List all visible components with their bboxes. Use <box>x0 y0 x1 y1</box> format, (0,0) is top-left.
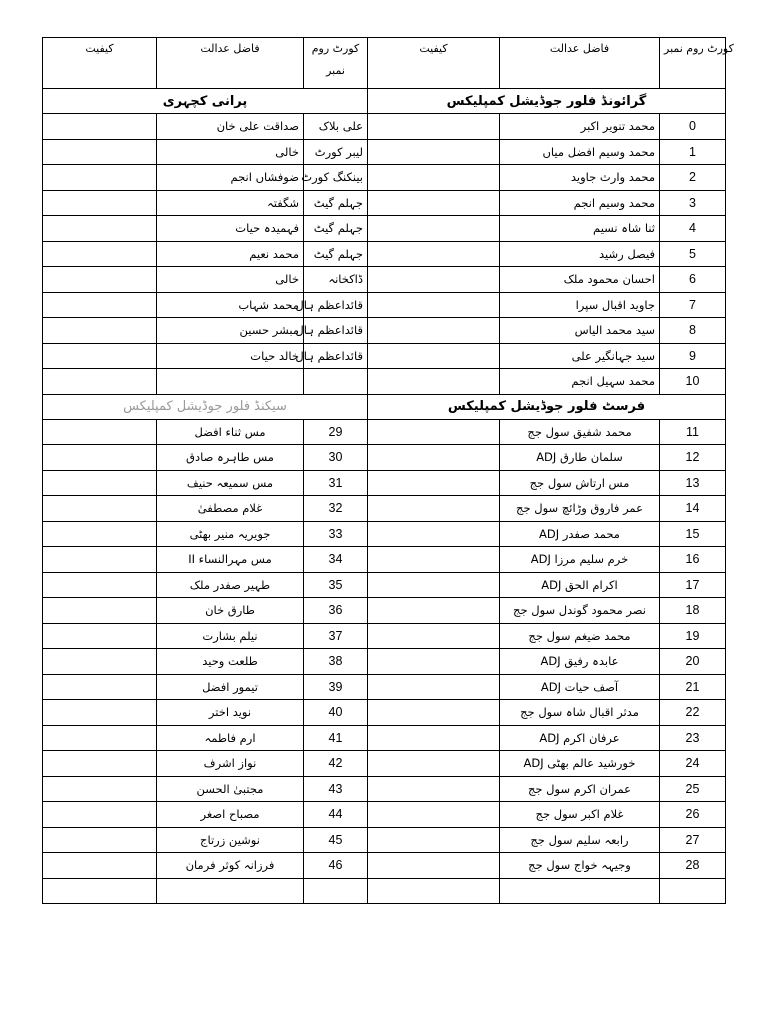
judge-cell: جاوید اقبال سپرا <box>500 292 660 318</box>
room-number-cell-second: 31 <box>304 470 368 496</box>
judge-cell-second: فرزانہ کوثر فرمان <box>157 853 304 879</box>
remarks-cell <box>368 649 500 675</box>
court-room-table <box>42 37 734 904</box>
judge-cell-second: طہیر صفدر ملک <box>157 572 304 598</box>
remarks-cell <box>43 751 157 777</box>
room-number-cell: 3 <box>660 190 726 216</box>
remarks-cell <box>368 190 500 216</box>
room-number-cell-second: 34 <box>304 547 368 573</box>
room-number-cell: 12 <box>660 445 726 471</box>
remarks-cell <box>43 853 157 879</box>
room-number-cell-second: 39 <box>304 674 368 700</box>
judge-cell: عمران اکرم سول جج <box>500 776 660 802</box>
old-location-cell: ڈاکخانہ <box>304 267 368 293</box>
old-judge-cell: شگفتہ <box>157 190 304 216</box>
room-number-cell: 6 <box>660 267 726 293</box>
table-row <box>43 700 726 726</box>
judge-cell: سید جہانگیر علی <box>500 343 660 369</box>
table-row <box>43 139 726 165</box>
judge-cell: محمد شفیق سول جج <box>500 419 660 445</box>
remarks-cell <box>368 470 500 496</box>
room-number-cell-second: 32 <box>304 496 368 522</box>
table-row <box>43 521 726 547</box>
room-number-cell-second: 33 <box>304 521 368 547</box>
remarks-cell <box>43 700 157 726</box>
remarks-cell <box>368 674 500 700</box>
remarks-cell <box>368 827 500 853</box>
old-judge-cell: ضوفشاں انجم <box>157 165 304 191</box>
old-judge-cell: خالد حیات <box>157 343 304 369</box>
room-number-cell: 21 <box>660 674 726 700</box>
room-number-cell: 4 <box>660 216 726 242</box>
remarks-cell <box>43 165 157 191</box>
judge-cell: مس ارتاش سول جج <box>500 470 660 496</box>
remarks-cell <box>43 572 157 598</box>
room-number-cell: 16 <box>660 547 726 573</box>
room-number-cell: 22 <box>660 700 726 726</box>
remarks-cell <box>43 445 157 471</box>
judge-cell: وجیہہ خواج سول جج <box>500 853 660 879</box>
remarks-cell <box>43 216 157 242</box>
room-number-cell: 26 <box>660 802 726 828</box>
table-row-empty <box>43 878 726 904</box>
room-number-cell-second: 29 <box>304 419 368 445</box>
judge-cell-second: مس سمیعہ حنیف <box>157 470 304 496</box>
room-number-cell-second: 43 <box>304 776 368 802</box>
remarks-cell <box>368 318 500 344</box>
judge-cell-second: غلام مصطفیٰ <box>157 496 304 522</box>
judge-cell-second: مس ثناء افضل <box>157 419 304 445</box>
header-room-right: کورٹ روم نمبر <box>660 38 726 89</box>
table-row <box>43 674 726 700</box>
remarks-cell <box>368 572 500 598</box>
section-old-kachehri: پرانی کچہری <box>43 89 368 114</box>
judge-cell: عمر فاروق وڑائچ سول جج <box>500 496 660 522</box>
remarks-cell <box>368 496 500 522</box>
room-number-cell-second: 37 <box>304 623 368 649</box>
table-row <box>43 216 726 242</box>
judge-cell-second: جویریہ منیر بھٹی <box>157 521 304 547</box>
section-ground-floor: گرائونڈ فلور جوڈیشل کمپلیکس <box>368 89 726 114</box>
judge-cell: محمد وارث جاوید <box>500 165 660 191</box>
old-judge-cell: صداقت علی خان <box>157 114 304 140</box>
remarks-cell <box>368 139 500 165</box>
old-location-cell: جہلم گیٹ <box>304 216 368 242</box>
remarks-cell <box>43 419 157 445</box>
old-location-cell: بینکنگ کورٹ <box>304 165 368 191</box>
room-number-cell: 8 <box>660 318 726 344</box>
old-judge-cell: خالی <box>157 139 304 165</box>
table-row <box>43 853 726 879</box>
section-first-floor: فرسٹ فلور جوڈیشل کمپلیکس <box>368 394 726 419</box>
table-row <box>43 547 726 573</box>
old-location-cell: جہلم گیٹ <box>304 190 368 216</box>
remarks-cell <box>368 725 500 751</box>
table-row <box>43 751 726 777</box>
empty-cell <box>660 878 726 904</box>
table-row <box>43 445 726 471</box>
room-number-cell: 28 <box>660 853 726 879</box>
remarks-cell <box>368 343 500 369</box>
table-row <box>43 318 726 344</box>
table-row <box>43 598 726 624</box>
remarks-cell <box>43 318 157 344</box>
table-row <box>43 827 726 853</box>
remarks-cell <box>43 827 157 853</box>
header-room-left: کورٹ روم نمبر <box>304 38 368 89</box>
remarks-cell <box>368 165 500 191</box>
old-location-cell: قائداعظم ہال <box>304 343 368 369</box>
judge-cell: رابعہ سلیم سول جج <box>500 827 660 853</box>
section-row-ground <box>43 89 726 114</box>
judge-cell-second: مجتبیٰ الحسن <box>157 776 304 802</box>
judge-cell: نصر محمود گوندل سول جج <box>500 598 660 624</box>
remarks-cell <box>43 598 157 624</box>
judge-cell: محمد تنویر اکبر <box>500 114 660 140</box>
remarks-cell <box>43 292 157 318</box>
judge-cell: محمد وسیم افضل میاں <box>500 139 660 165</box>
room-number-cell-second: 30 <box>304 445 368 471</box>
room-number-cell: 1 <box>660 139 726 165</box>
remarks-cell <box>43 496 157 522</box>
remarks-cell <box>43 649 157 675</box>
old-location-cell: جہلم گیٹ <box>304 241 368 267</box>
judge-cell-second: نوید اختر <box>157 700 304 726</box>
old-location-cell: قائداعظم ہال <box>304 292 368 318</box>
room-number-cell: 25 <box>660 776 726 802</box>
room-number-cell: 23 <box>660 725 726 751</box>
judge-cell-second: مس طاہرہ صادق <box>157 445 304 471</box>
room-number-cell: 14 <box>660 496 726 522</box>
judge-cell: سلمان طارق ADJ <box>500 445 660 471</box>
table-row <box>43 776 726 802</box>
remarks-cell <box>368 751 500 777</box>
remarks-cell <box>43 776 157 802</box>
judge-cell-second: طلعت وحید <box>157 649 304 675</box>
judge-cell: ثنا شاہ نسیم <box>500 216 660 242</box>
judge-cell: محمد صفدر ADJ <box>500 521 660 547</box>
room-number-cell: 0 <box>660 114 726 140</box>
judge-cell: سید محمد الیاس <box>500 318 660 344</box>
header-judge-right: فاضل عدالت <box>500 38 660 89</box>
room-number-cell-second: 44 <box>304 802 368 828</box>
header-remarks-left: کیفیت <box>43 38 157 89</box>
remarks-cell <box>43 725 157 751</box>
room-number-cell: 5 <box>660 241 726 267</box>
section-second-floor: سیکنڈ فلور جوڈیشل کمپلیکس <box>43 394 368 419</box>
room-number-cell-second: 45 <box>304 827 368 853</box>
remarks-cell <box>368 547 500 573</box>
room-number-cell-second: 42 <box>304 751 368 777</box>
room-number-cell-second: 40 <box>304 700 368 726</box>
judge-cell: عابدہ رفیق ADJ <box>500 649 660 675</box>
table-row <box>43 190 726 216</box>
room-number-cell: 27 <box>660 827 726 853</box>
room-number-cell: 13 <box>660 470 726 496</box>
remarks-cell <box>368 445 500 471</box>
remarks-cell <box>43 470 157 496</box>
empty-cell <box>43 878 157 904</box>
table-row <box>43 241 726 267</box>
header-remarks-right: کیفیت <box>368 38 500 89</box>
room-number-cell-second: 46 <box>304 853 368 879</box>
judge-cell: مدثر اقبال شاہ سول جج <box>500 700 660 726</box>
judge-cell-second: مس مہرالنساء II <box>157 547 304 573</box>
judge-cell-second: نوشین زرتاج <box>157 827 304 853</box>
table-row <box>43 496 726 522</box>
remarks-cell <box>43 343 157 369</box>
table-row <box>43 267 726 293</box>
old-judge-cell: محمد نعیم <box>157 241 304 267</box>
remarks-cell <box>43 674 157 700</box>
judge-cell-second: مصباح اصغر <box>157 802 304 828</box>
old-location-cell: لیبر کورٹ <box>304 139 368 165</box>
remarks-cell <box>43 623 157 649</box>
remarks-cell <box>368 267 500 293</box>
room-number-cell-second: 35 <box>304 572 368 598</box>
judge-cell: غلام اکبر سول جج <box>500 802 660 828</box>
remarks-cell <box>368 292 500 318</box>
old-judge-cell: خالی <box>157 267 304 293</box>
remarks-cell <box>368 369 500 395</box>
table-row <box>43 802 726 828</box>
table-row <box>43 114 726 140</box>
remarks-cell <box>43 241 157 267</box>
room-number-cell: 15 <box>660 521 726 547</box>
header-judge-left: فاضل عدالت <box>157 38 304 89</box>
old-location-cell <box>304 369 368 395</box>
remarks-cell <box>43 190 157 216</box>
remarks-cell <box>368 802 500 828</box>
room-number-cell: 7 <box>660 292 726 318</box>
remarks-cell <box>43 802 157 828</box>
empty-cell <box>368 878 500 904</box>
judge-cell: عرفان اکرم ADJ <box>500 725 660 751</box>
remarks-cell <box>368 623 500 649</box>
room-number-cell: 2 <box>660 165 726 191</box>
remarks-cell <box>368 114 500 140</box>
remarks-cell <box>43 547 157 573</box>
room-number-cell: 9 <box>660 343 726 369</box>
table-row <box>43 343 726 369</box>
remarks-cell <box>43 369 157 395</box>
remarks-cell <box>368 776 500 802</box>
judge-cell-second: طارق خان <box>157 598 304 624</box>
room-number-cell: 20 <box>660 649 726 675</box>
room-number-cell: 24 <box>660 751 726 777</box>
table-row <box>43 725 726 751</box>
judge-cell: اکرام الحق ADJ <box>500 572 660 598</box>
remarks-cell <box>43 521 157 547</box>
judge-cell: فیصل رشید <box>500 241 660 267</box>
judge-cell: خرم سلیم مرزا ADJ <box>500 547 660 573</box>
room-number-cell-second: 41 <box>304 725 368 751</box>
judge-cell: محمد وسیم انجم <box>500 190 660 216</box>
old-location-cell: علی بلاک <box>304 114 368 140</box>
remarks-cell <box>368 521 500 547</box>
table-row <box>43 165 726 191</box>
remarks-cell <box>368 598 500 624</box>
remarks-cell <box>368 853 500 879</box>
table-row <box>43 649 726 675</box>
remarks-cell <box>368 216 500 242</box>
judge-cell: محمد ضیغم سول جج <box>500 623 660 649</box>
table-row <box>43 369 726 395</box>
judge-cell: احسان محمود ملک <box>500 267 660 293</box>
judge-cell-second: تیمور افضل <box>157 674 304 700</box>
empty-cell <box>500 878 660 904</box>
room-number-cell-second: 36 <box>304 598 368 624</box>
old-judge-cell: مبشر حسین <box>157 318 304 344</box>
judge-cell-second: ارم فاطمہ <box>157 725 304 751</box>
remarks-cell <box>43 267 157 293</box>
old-judge-cell: محمد شہاب <box>157 292 304 318</box>
judge-cell-second: نواز اشرف <box>157 751 304 777</box>
remarks-cell <box>368 419 500 445</box>
room-number-cell: 10 <box>660 369 726 395</box>
table-row <box>43 470 726 496</box>
room-number-cell: 18 <box>660 598 726 624</box>
remarks-cell <box>368 241 500 267</box>
old-judge-cell <box>157 369 304 395</box>
table-row <box>43 572 726 598</box>
header-row <box>43 38 726 89</box>
section-row-upper <box>43 394 726 419</box>
judge-cell: آصف حیات ADJ <box>500 674 660 700</box>
remarks-cell <box>43 114 157 140</box>
table-row <box>43 623 726 649</box>
table-row <box>43 419 726 445</box>
remarks-cell <box>368 700 500 726</box>
room-number-cell: 11 <box>660 419 726 445</box>
old-judge-cell: فہمیدہ حیات <box>157 216 304 242</box>
room-number-cell-second: 38 <box>304 649 368 675</box>
judge-cell-second: نیلم بشارت <box>157 623 304 649</box>
room-number-cell: 17 <box>660 572 726 598</box>
judge-cell: خورشید عالم بھٹی ADJ <box>500 751 660 777</box>
remarks-cell <box>43 139 157 165</box>
empty-cell <box>157 878 304 904</box>
room-number-cell: 19 <box>660 623 726 649</box>
empty-cell <box>304 878 368 904</box>
table-row <box>43 292 726 318</box>
old-location-cell: قائداعظم ہال <box>304 318 368 344</box>
judge-cell: محمد سہیل انجم <box>500 369 660 395</box>
